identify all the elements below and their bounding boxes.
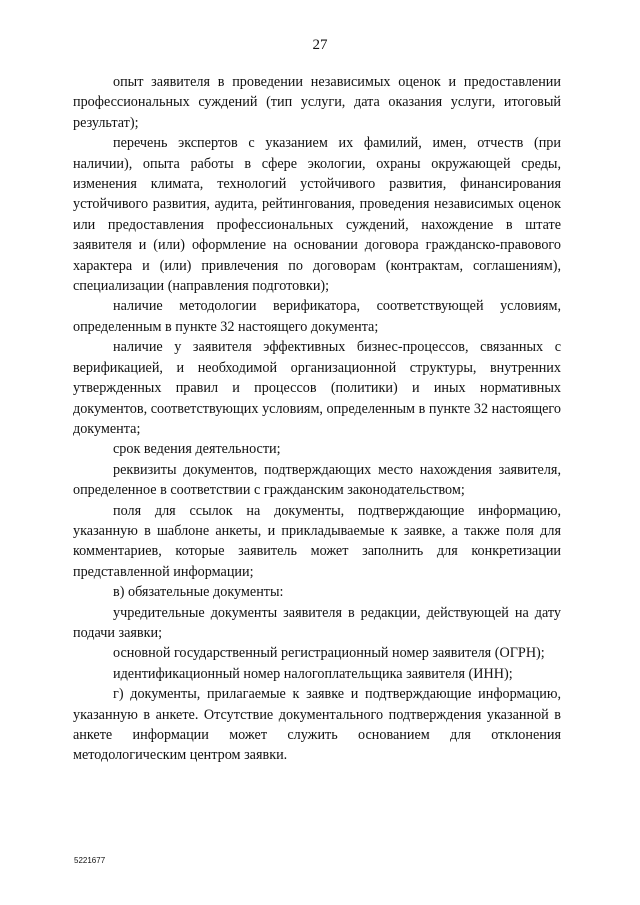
page-number: 27: [312, 37, 328, 53]
paragraph-methodology: наличие методологии верификатора, соответствующей условиям, определенным в пункте 32 настоящего документа;: [73, 298, 561, 335]
paragraph-location-details: реквизиты документов, подтверждающих место нахождения заявителя, определенное в соответствии с гражданским законодательством;: [73, 461, 561, 499]
paragraph-document-links: поля для ссылок на документы, подтверждающие информацию, указанную в шаблоне анкеты, и прикладываемые к заявке, а также поля для комментариев, которые заявитель может заполнить для конкретизации представленной информации;: [73, 502, 561, 580]
paragraph-attached-documents: г) документы, прилагаемые к заявке и подтверждающие информацию, указанную в анкете. Отсутствие документального подтверждения указанной в анкете информации может служить основанием для отклонения методологическим центром заявки.: [73, 686, 561, 764]
document-body: [73, 72, 561, 766]
paragraph-mandatory-documents: в) обязательные документы:: [113, 584, 284, 601]
paragraph-activity-term: срок ведения деятельности;: [113, 441, 281, 458]
paragraph-experts-list: перечень экспертов с указанием их фамилий, имен, отчеств (при наличии), опыта работы в сфере экологии, охраны окружающей среды, изменения климата, технологий устойчивого развития, финансирования устойчивого развития, аудита, рейтингования, проведения независимых оценок или предоставления профессиональных суждений, нахождение в штате заявителя и (или) оформление на основании договора гражданско-правового характера и (или) привлечения по договорам (контрактам, соглашениям), специализации (направления подготовки);: [73, 135, 561, 295]
paragraph-experience: опыт заявителя в проведении независимых оценок и предоставлении профессиональных суждений (тип услуги, дата оказания услуги, итоговый результат);: [73, 74, 561, 131]
paragraph-inn: идентификационный номер налогоплательщика заявителя (ИНН);: [113, 665, 513, 682]
paragraph-ogrn: основной государственный регистрационный номер заявителя (ОГРН);: [113, 645, 545, 662]
paragraph-founding-documents: учредительные документы заявителя в редакции, действующей на дату подачи заявки;: [73, 604, 561, 641]
document-code: 5221677: [74, 856, 106, 865]
paragraph-business-processes: наличие у заявителя эффективных бизнес-процессов, связанных с верификацией, и необходимой организационной структуры, внутренних утвержденных правил и процессов (политики) и иных нормативных документов, соответствующих условиям, определенным в пункте 32 настоящего документа;: [73, 339, 561, 437]
